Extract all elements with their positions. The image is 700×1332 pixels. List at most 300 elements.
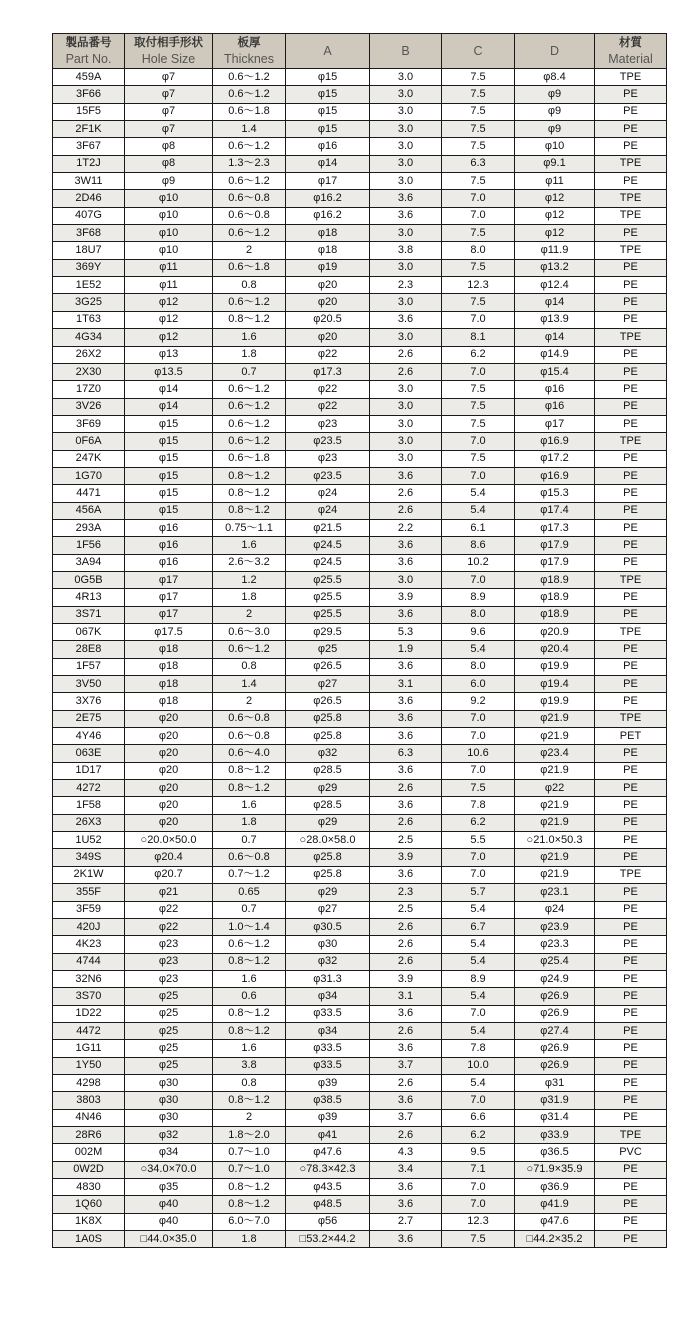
thickness-cell: 0.6～1.2 [213,173,286,190]
part-no-cell: 1A0S [53,1231,125,1248]
a-cell: φ39 [286,1109,370,1126]
thickness-cell: 0.8～1.2 [213,1005,286,1022]
thickness-cell: 0.8～1.2 [213,502,286,519]
c-cell: 7.0 [442,433,515,450]
thickness-cell: 0.65 [213,884,286,901]
hole-size-cell: φ25 [125,1005,213,1022]
table-row [53,277,667,294]
material-cell: PE [595,676,667,693]
thickness-cell: 1.4 [213,121,286,138]
d-cell: φ17.9 [515,537,595,554]
d-cell: ○71.9×35.9 [515,1161,595,1178]
hole-size-cell: φ13.5 [125,363,213,380]
c-cell: 6.6 [442,1109,515,1126]
a-cell: φ29 [286,780,370,797]
hole-size-cell: φ7 [125,69,213,86]
d-cell: φ17.2 [515,450,595,467]
material-cell: PE [595,173,667,190]
a-cell: φ25.8 [286,849,370,866]
a-cell: φ23.5 [286,467,370,484]
part-no-cell: 4472 [53,1022,125,1039]
hole-size-cell: φ18 [125,658,213,675]
c-cell: 5.4 [442,988,515,1005]
d-cell: φ23.3 [515,936,595,953]
material-cell: PE [595,780,667,797]
c-cell: 12.3 [442,277,515,294]
d-cell: φ21.9 [515,728,595,745]
col-header-a [286,34,370,69]
part-no-cell: 3S70 [53,988,125,1005]
material-cell: PE [595,294,667,311]
b-cell: 2.5 [370,901,442,918]
b-cell: 3.9 [370,589,442,606]
d-cell: φ23.9 [515,918,595,935]
a-cell: φ27 [286,676,370,693]
part-no-cell: 2D46 [53,190,125,207]
part-no-cell: 456A [53,502,125,519]
a-cell: φ26.5 [286,658,370,675]
part-no-cell: 3803 [53,1092,125,1109]
part-no-cell: 355F [53,884,125,901]
b-cell: 2.5 [370,832,442,849]
thickness-cell: 1.6 [213,537,286,554]
thickness-cell: 0.8～1.2 [213,762,286,779]
a-cell: φ28.5 [286,797,370,814]
table-row [53,624,667,641]
material-cell: PE [595,415,667,432]
table-body [53,69,667,1248]
thickness-cell: 1.8 [213,1231,286,1248]
hole-size-cell: φ11 [125,277,213,294]
c-cell: 7.5 [442,103,515,120]
thickness-cell: 0.8 [213,658,286,675]
b-cell: 3.9 [370,849,442,866]
b-cell: 2.6 [370,502,442,519]
material-cell: PVC [595,1144,667,1161]
part-no-cell: 3G25 [53,294,125,311]
table-row [53,641,667,658]
thickness-cell: 1.2 [213,571,286,588]
hole-size-cell: φ23 [125,953,213,970]
thickness-cell: 0.75～1.1 [213,519,286,536]
d-cell: φ26.9 [515,988,595,1005]
material-cell: PE [595,467,667,484]
hole-size-cell: φ9 [125,173,213,190]
table-row [53,1196,667,1213]
b-cell: 3.6 [370,866,442,883]
d-cell: φ17.4 [515,502,595,519]
part-no-cell: 4744 [53,953,125,970]
d-cell: φ19.9 [515,658,595,675]
material-cell: PE [595,606,667,623]
material-cell: PE [595,1213,667,1230]
b-cell: 3.6 [370,467,442,484]
c-cell: 7.0 [442,1005,515,1022]
table-row [53,1213,667,1230]
material-cell: PE [595,901,667,918]
hole-size-cell: φ25 [125,1040,213,1057]
part-no-cell: 1F58 [53,797,125,814]
table-row [53,467,667,484]
c-cell: 7.0 [442,1179,515,1196]
thickness-cell: 0.6～4.0 [213,745,286,762]
hole-size-cell: φ20 [125,762,213,779]
material-cell: TPE [595,69,667,86]
a-cell: φ29.5 [286,624,370,641]
part-no-cell: 1D22 [53,1005,125,1022]
table-row [53,190,667,207]
thickness-cell: 0.6～1.2 [213,69,286,86]
c-cell: 7.0 [442,1196,515,1213]
material-cell: TPE [595,1126,667,1143]
table-row [53,398,667,415]
table-row [53,606,667,623]
table-row [53,329,667,346]
c-cell: 8.6 [442,537,515,554]
part-no-cell: 4471 [53,485,125,502]
material-cell: PE [595,554,667,571]
a-cell: φ32 [286,953,370,970]
thickness-cell: 0.7 [213,363,286,380]
material-cell: TPE [595,155,667,172]
c-cell: 7.0 [442,571,515,588]
c-cell: 7.5 [442,1231,515,1248]
a-cell: φ25.8 [286,710,370,727]
part-no-cell: 0W2D [53,1161,125,1178]
b-cell: 3.0 [370,294,442,311]
a-cell: φ24.5 [286,554,370,571]
c-cell: 7.5 [442,121,515,138]
b-cell: 2.6 [370,780,442,797]
header-en-label: B [401,44,410,58]
d-cell: φ14.9 [515,346,595,363]
part-no-cell: 1U52 [53,832,125,849]
thickness-cell: 0.6～1.8 [213,103,286,120]
table-row [53,762,667,779]
table-row [53,1161,667,1178]
header-en-label: D [549,44,560,58]
hole-size-cell: φ15 [125,433,213,450]
thickness-cell: 0.7 [213,901,286,918]
material-cell: TPE [595,710,667,727]
c-cell: 7.0 [442,710,515,727]
material-cell: PE [595,762,667,779]
hole-size-cell: φ25 [125,1057,213,1074]
hole-size-cell: φ17 [125,606,213,623]
material-cell: TPE [595,207,667,224]
c-cell: 8.9 [442,589,515,606]
material-cell: TPE [595,242,667,259]
c-cell: 7.0 [442,849,515,866]
b-cell: 1.9 [370,641,442,658]
c-cell: 7.0 [442,866,515,883]
c-cell: 7.8 [442,1040,515,1057]
part-no-cell: 3W11 [53,173,125,190]
thickness-cell: 0.7～1.2 [213,866,286,883]
d-cell: φ26.9 [515,1005,595,1022]
hole-size-cell: φ20 [125,710,213,727]
a-cell: φ39 [286,1074,370,1091]
d-cell: φ21.9 [515,762,595,779]
a-cell: φ33.5 [286,1005,370,1022]
table-row [53,1109,667,1126]
material-cell: PE [595,450,667,467]
c-cell: 7.5 [442,450,515,467]
material-cell: PE [595,519,667,536]
table-row [53,381,667,398]
c-cell: 10.0 [442,1057,515,1074]
thickness-cell: 0.8～1.2 [213,953,286,970]
c-cell: 7.5 [442,381,515,398]
part-no-cell: 0G5B [53,571,125,588]
b-cell: 3.6 [370,762,442,779]
b-cell: 3.6 [370,606,442,623]
b-cell: 3.6 [370,207,442,224]
material-cell: TPE [595,433,667,450]
b-cell: 2.6 [370,918,442,935]
hole-size-cell: φ20 [125,745,213,762]
thickness-cell: 2 [213,242,286,259]
table-row [53,1005,667,1022]
d-cell: φ26.9 [515,1040,595,1057]
part-no-cell: 32N6 [53,970,125,987]
hole-size-cell: φ8 [125,138,213,155]
d-cell: ○21.0×50.3 [515,832,595,849]
material-cell: PE [595,1040,667,1057]
b-cell: 3.6 [370,1196,442,1213]
thickness-cell: 1.8～2.0 [213,1126,286,1143]
c-cell: 6.2 [442,814,515,831]
c-cell: 8.1 [442,329,515,346]
thickness-cell: 2 [213,606,286,623]
c-cell: 5.4 [442,1022,515,1039]
thickness-cell: 0.6～1.2 [213,381,286,398]
c-cell: 7.5 [442,259,515,276]
material-cell: PE [595,502,667,519]
col-header-hole-size [125,34,213,69]
part-no-cell: 4K23 [53,936,125,953]
b-cell: 3.6 [370,728,442,745]
b-cell: 3.6 [370,1092,442,1109]
header-en-label: Hole Size [141,52,196,66]
hole-size-cell: φ15 [125,415,213,432]
a-cell: φ33.5 [286,1040,370,1057]
thickness-cell: 0.6～1.2 [213,86,286,103]
a-cell: φ18 [286,242,370,259]
a-cell: φ28.5 [286,762,370,779]
a-cell: φ16 [286,138,370,155]
b-cell: 3.0 [370,398,442,415]
a-cell: φ21.5 [286,519,370,536]
c-cell: 5.4 [442,641,515,658]
material-cell: TPE [595,866,667,883]
thickness-cell: 0.6～1.8 [213,259,286,276]
b-cell: 3.6 [370,797,442,814]
material-cell: TPE [595,190,667,207]
hole-size-cell: φ21 [125,884,213,901]
c-cell: 8.9 [442,970,515,987]
thickness-cell: 0.7 [213,832,286,849]
b-cell: 3.0 [370,415,442,432]
table-row [53,155,667,172]
c-cell: 9.2 [442,693,515,710]
material-cell: PE [595,1074,667,1091]
d-cell: φ21.9 [515,797,595,814]
d-cell: □44.2×35.2 [515,1231,595,1248]
material-cell: PE [595,138,667,155]
b-cell: 3.9 [370,970,442,987]
header-en-label: Thicknes [223,52,275,66]
part-no-cell: 3F68 [53,225,125,242]
table-row [53,103,667,120]
b-cell: 3.0 [370,450,442,467]
b-cell: 2.3 [370,277,442,294]
col-header-material [595,34,667,69]
b-cell: 2.2 [370,519,442,536]
table-row [53,346,667,363]
b-cell: 3.0 [370,155,442,172]
material-cell: PE [595,970,667,987]
hole-size-cell: φ10 [125,190,213,207]
d-cell: φ33.9 [515,1126,595,1143]
hole-size-cell: φ17 [125,589,213,606]
table-row [53,814,667,831]
b-cell: 3.0 [370,225,442,242]
part-no-cell: 3F59 [53,901,125,918]
table-row [53,450,667,467]
b-cell: 2.6 [370,814,442,831]
c-cell: 6.1 [442,519,515,536]
header-en-label: Part No. [65,52,112,66]
part-no-cell: 4298 [53,1074,125,1091]
d-cell: φ16.9 [515,467,595,484]
table-row [53,710,667,727]
hole-size-cell: φ20 [125,797,213,814]
material-cell: PE [595,363,667,380]
table-row [53,294,667,311]
a-cell: φ15 [286,86,370,103]
part-no-cell: 1E52 [53,277,125,294]
table-row [53,988,667,1005]
d-cell: φ24.9 [515,970,595,987]
thickness-cell: 0.6～1.2 [213,641,286,658]
part-no-cell: 0F6A [53,433,125,450]
d-cell: φ41.9 [515,1196,595,1213]
hole-size-cell: □44.0×35.0 [125,1231,213,1248]
thickness-cell: 1.8 [213,814,286,831]
hole-size-cell: φ22 [125,901,213,918]
a-cell: φ24 [286,485,370,502]
b-cell: 3.6 [370,190,442,207]
material-cell: PE [595,537,667,554]
hole-size-cell: φ16 [125,537,213,554]
a-cell: φ33.5 [286,1057,370,1074]
a-cell: φ15 [286,103,370,120]
table-row [53,1126,667,1143]
hole-size-cell: φ25 [125,988,213,1005]
thickness-cell: 1.4 [213,676,286,693]
c-cell: 5.4 [442,901,515,918]
part-no-cell: 3S71 [53,606,125,623]
table-row [53,415,667,432]
b-cell: 2.6 [370,1126,442,1143]
table-row [53,363,667,380]
material-cell: PE [595,485,667,502]
table-row [53,866,667,883]
header-jp-label: 製品番号 [65,37,112,49]
c-cell: 7.0 [442,311,515,328]
thickness-cell: 0.8～1.2 [213,311,286,328]
b-cell: 2.6 [370,1022,442,1039]
c-cell: 7.5 [442,294,515,311]
a-cell: φ20.5 [286,311,370,328]
hole-size-cell: φ18 [125,641,213,658]
hole-size-cell: φ32 [125,1126,213,1143]
thickness-cell: 1.6 [213,1040,286,1057]
d-cell: φ12 [515,225,595,242]
c-cell: 5.5 [442,832,515,849]
thickness-cell: 0.8～1.2 [213,467,286,484]
b-cell: 3.6 [370,1040,442,1057]
hole-size-cell: φ30 [125,1109,213,1126]
d-cell: φ26.9 [515,1057,595,1074]
a-cell: φ34 [286,988,370,1005]
b-cell: 2.6 [370,936,442,953]
a-cell: φ16.2 [286,207,370,224]
hole-size-cell: φ11 [125,259,213,276]
thickness-cell: 2 [213,1109,286,1126]
d-cell: φ31 [515,1074,595,1091]
c-cell: 7.5 [442,415,515,432]
c-cell: 7.0 [442,762,515,779]
d-cell: φ13.9 [515,311,595,328]
material-cell: TPE [595,624,667,641]
part-no-cell: 28E8 [53,641,125,658]
hole-size-cell: φ34 [125,1144,213,1161]
hole-size-cell: φ20 [125,780,213,797]
d-cell: φ36.9 [515,1179,595,1196]
a-cell: φ29 [286,814,370,831]
a-cell: φ30.5 [286,918,370,935]
part-no-cell: 3V50 [53,676,125,693]
hole-size-cell: φ12 [125,329,213,346]
b-cell: 3.6 [370,1005,442,1022]
material-cell: PE [595,225,667,242]
thickness-cell: 0.8 [213,1074,286,1091]
a-cell: φ17 [286,173,370,190]
b-cell: 3.0 [370,571,442,588]
thickness-cell: 0.6～0.8 [213,207,286,224]
thickness-cell: 0.6～1.2 [213,936,286,953]
table-row [53,121,667,138]
thickness-cell: 0.6～0.8 [213,849,286,866]
col-header-c [442,34,515,69]
part-no-cell: 1Y50 [53,1057,125,1074]
a-cell: φ48.5 [286,1196,370,1213]
d-cell: φ27.4 [515,1022,595,1039]
material-cell: PE [595,1057,667,1074]
a-cell: φ29 [286,884,370,901]
material-cell: PE [595,953,667,970]
hole-size-cell: φ7 [125,86,213,103]
part-no-cell: 4272 [53,780,125,797]
thickness-cell: 1.8 [213,346,286,363]
part-no-cell: 3F66 [53,86,125,103]
c-cell: 10.2 [442,554,515,571]
part-no-cell: 349S [53,849,125,866]
c-cell: 7.0 [442,207,515,224]
col-header-d [515,34,595,69]
